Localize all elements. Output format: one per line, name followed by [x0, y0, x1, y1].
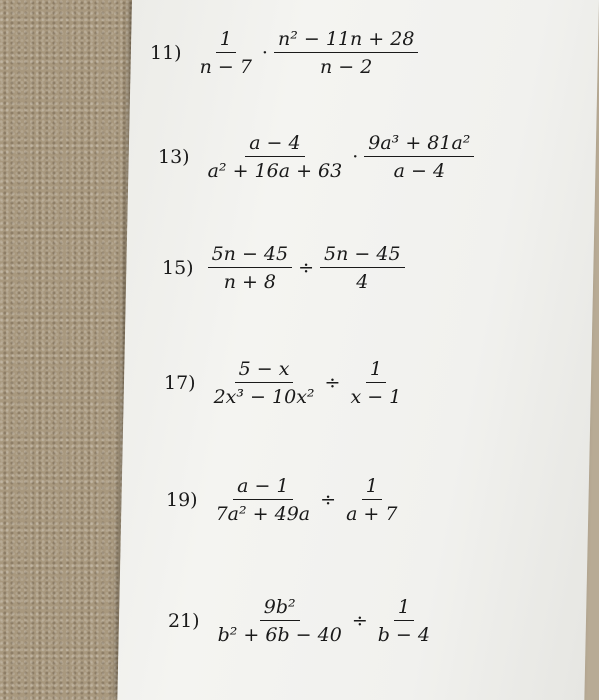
fraction-left: [204, 132, 347, 182]
numerator: a − 1: [233, 475, 292, 500]
numerator: 1: [216, 28, 236, 53]
numerator: 5n − 45: [320, 243, 405, 268]
problem-number: 11): [150, 42, 182, 64]
denominator: 2x³ − 10x²: [213, 386, 315, 408]
operator: ·: [352, 146, 359, 168]
denominator: n − 2: [320, 56, 373, 78]
denominator: 7a² + 49a: [215, 503, 311, 525]
fraction-right: [342, 475, 401, 525]
operator: ÷: [351, 610, 368, 632]
operator: ÷: [324, 372, 341, 394]
operator: ÷: [320, 489, 337, 511]
denominator: 4: [356, 271, 369, 293]
fraction-left: [196, 28, 256, 78]
fraction-left: [208, 243, 293, 293]
problem-number: 17): [164, 372, 196, 394]
fraction-right: [374, 596, 434, 646]
numerator: n² − 11n + 28: [274, 28, 418, 53]
fraction-left: [212, 475, 315, 525]
denominator: a + 7: [346, 503, 398, 525]
numerator: a − 4: [245, 132, 304, 157]
denominator: a − 4: [393, 160, 446, 182]
numerator: 5 − x: [235, 358, 294, 383]
numerator: 9b²: [260, 596, 300, 621]
problem-15: [162, 243, 409, 293]
denominator: n − 7: [199, 56, 252, 78]
problem-21: [168, 596, 438, 646]
problem-19: [166, 475, 405, 525]
fraction-right: [346, 358, 405, 408]
problem-17: [164, 358, 409, 408]
problem-11: [150, 28, 422, 78]
fraction-left: [214, 596, 346, 646]
numerator: 1: [362, 475, 382, 500]
problem-number: 15): [162, 257, 194, 279]
denominator: b² + 6b − 40: [217, 624, 342, 646]
numerator: 9a³ + 81a²: [364, 132, 474, 157]
fraction-left: [210, 358, 319, 408]
problem-number: 13): [158, 146, 190, 168]
worksheet-paper: [117, 0, 599, 700]
numerator: 5n − 45: [208, 243, 293, 268]
denominator: n + 8: [223, 271, 277, 293]
operator: ·: [261, 42, 268, 64]
numerator: 1: [366, 358, 386, 383]
fraction-right: [364, 132, 474, 182]
fraction-right: [320, 243, 405, 293]
denominator: a² + 16a + 63: [207, 160, 343, 182]
numerator: 1: [394, 596, 414, 621]
operator: ÷: [298, 257, 315, 279]
problem-number: 21): [168, 610, 200, 632]
denominator: b − 4: [377, 624, 430, 646]
fraction-right: [274, 28, 418, 78]
problem-number: 19): [166, 489, 198, 511]
problem-13: [158, 132, 478, 182]
denominator: x − 1: [350, 386, 402, 408]
